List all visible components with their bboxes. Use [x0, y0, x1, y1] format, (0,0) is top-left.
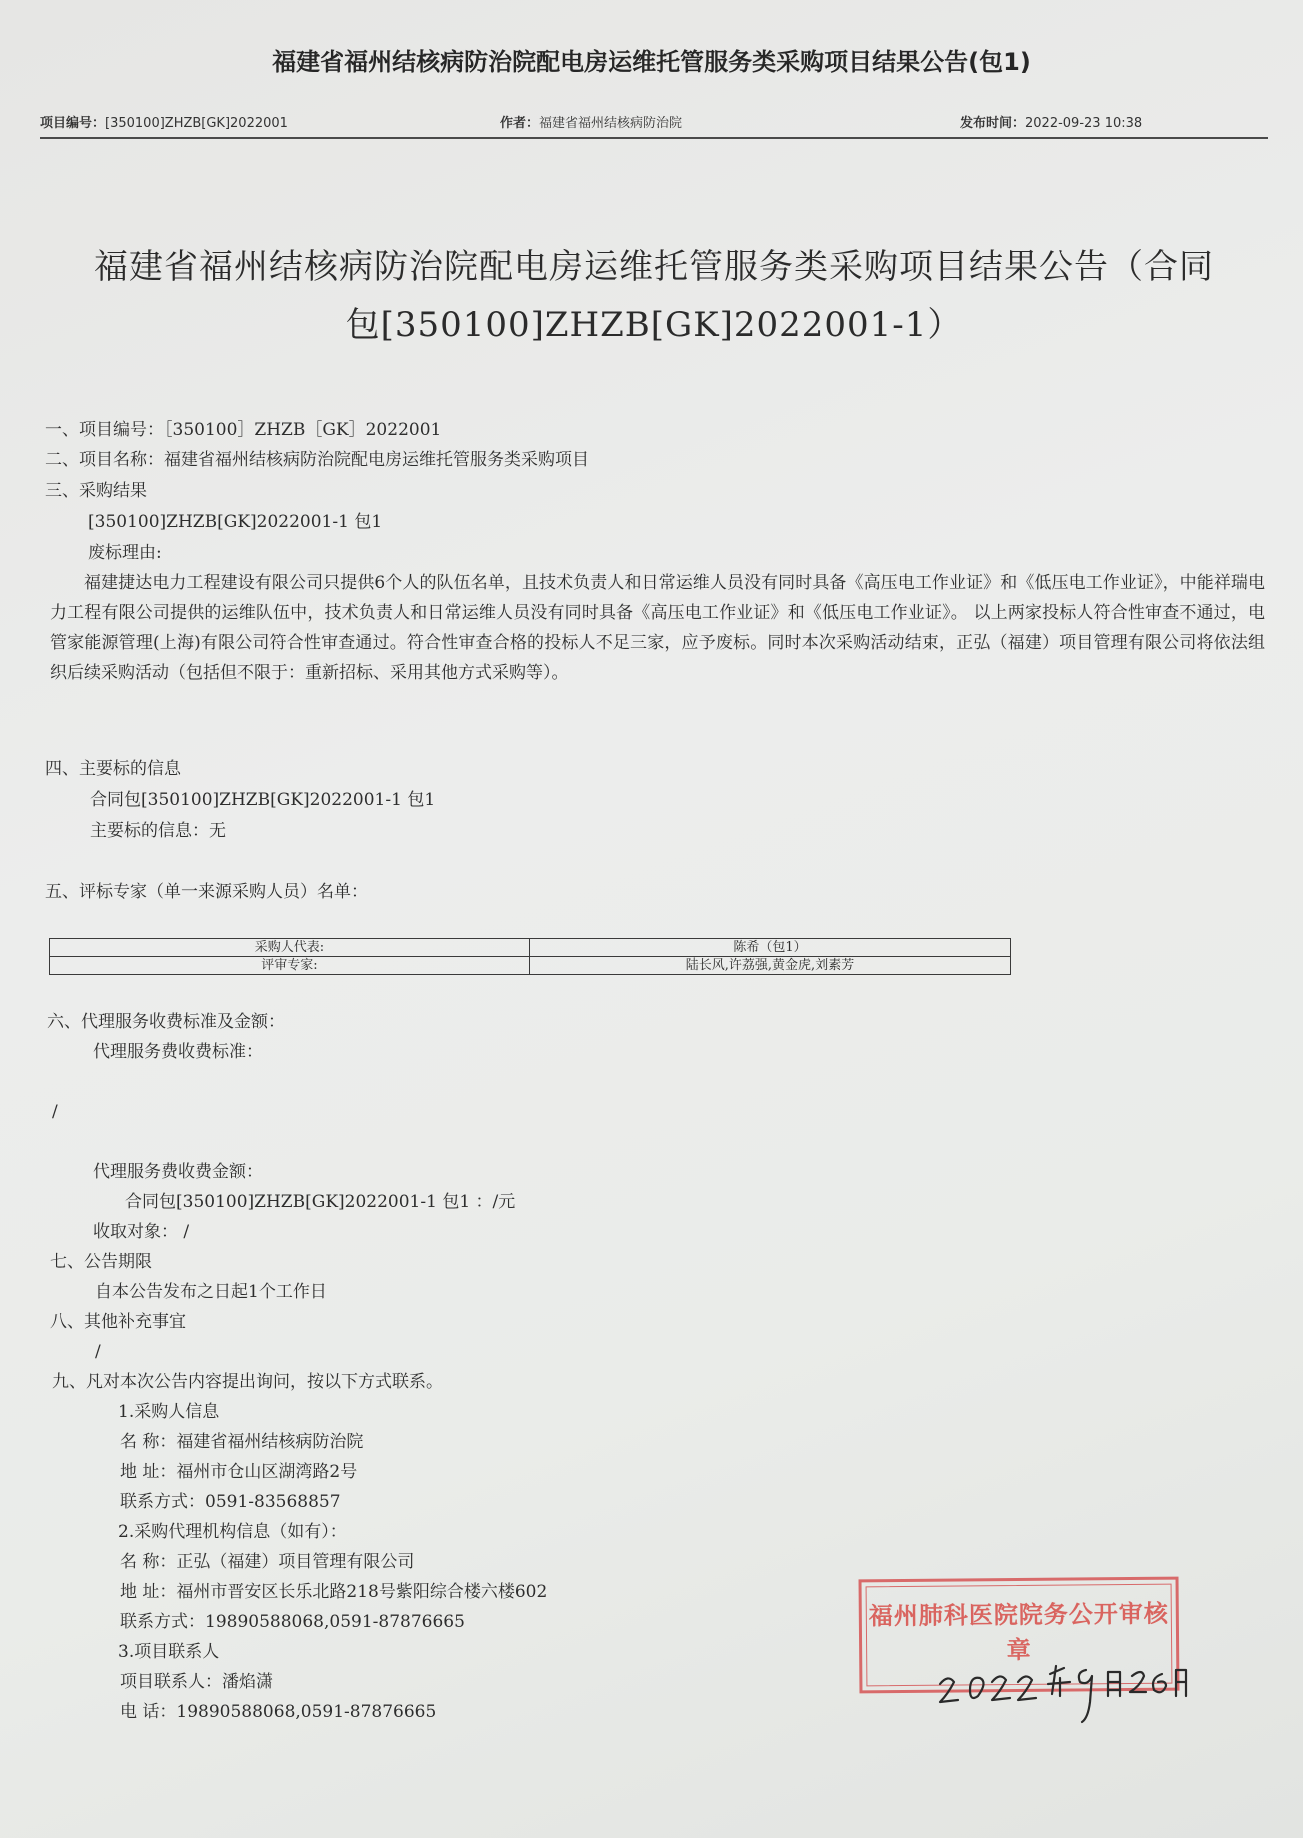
contact-person: 项目联系人：潘焰潇 — [120, 1672, 273, 1692]
section-8-text: / — [95, 1342, 101, 1362]
publish-time-label: 发布时间： — [960, 116, 1026, 131]
section-7-text: 自本公告发布之日起1个工作日 — [95, 1282, 327, 1302]
project-number — [40, 112, 288, 131]
stamp-text: 福州肺科医院院务公开审核章 — [868, 1599, 1169, 1665]
header-divider — [40, 137, 1268, 139]
contact-title: 3.项目联系人 — [118, 1642, 220, 1662]
section-8: 八、其他补充事宜 — [50, 1312, 186, 1332]
project-number-label: 项目编号： — [40, 116, 106, 131]
author-value: 福建省福州结核病防治院 — [539, 116, 683, 131]
section-5: 五、评标专家（单一来源采购人员）名单： — [45, 882, 368, 902]
purchaser-title: 1.采购人信息 — [118, 1402, 220, 1422]
header-title: 福建省福州结核病防治院配电房运维托管服务类采购项目结果公告(包1) — [272, 48, 1031, 76]
agency-address: 地 址：福州市晋安区长乐北路218号紫阳综合楼六楼602 — [120, 1582, 548, 1602]
section-2: 二、项目名称：福建省福州结核病防治院配电房运维托管服务类采购项目 — [45, 450, 589, 470]
section-3-package: [350100]ZHZB[GK]2022001-1 包1 — [88, 512, 383, 532]
purchaser-address: 地 址：福州市仓山区湖湾路2号 — [120, 1462, 358, 1482]
section-3-reason: 福建捷达电力工程建设有限公司只提供6个人的队伍名单，且技术负责人和日常运维人员没有同时具备《高压电工作业证》和《低压电工作业证》，中能祥瑞电力工程有限公司提供的运维队伍中，技术负责人和日常运维人员没有同时具备《高压电工作业证》和《低压电工作业证》。 以上两家投标人符合性审查不通过，电管家能源管理(上海)有限公司符合性审查通过。符合性审查合格的投标人不足三家，应予废标。同时本次采购活动结束，正弘（福建）项目管理有限公司将依法组织后续采购活动（包括但不限于：重新招标、采用其他方式采购等）。 — [50, 573, 1265, 683]
section-6-amount-label: 代理服务费收费金额： — [93, 1162, 263, 1182]
table-row — [50, 957, 1011, 975]
section-4: 四、主要标的信息 — [45, 759, 181, 779]
section-6-standard-value: / — [52, 1102, 58, 1122]
table-cell-label: 评审专家: — [50, 957, 530, 975]
experts-table — [49, 938, 1011, 975]
section-9: 九、凡对本次公告内容提出询问，按以下方式联系。 — [52, 1372, 443, 1392]
section-4-package: 合同包[350100]ZHZB[GK]2022001-1 包1 — [90, 790, 436, 810]
main-title — [40, 238, 1268, 354]
author-label: 作者： — [500, 116, 540, 131]
handwritten-date — [900, 1648, 1200, 1728]
section-6: 六、代理服务收费标准及金额： — [47, 1012, 285, 1032]
table-cell-label: 采购人代表: — [50, 939, 530, 957]
table-row — [50, 939, 1011, 957]
section-6-standard-label: 代理服务费收费标准： — [93, 1042, 263, 1062]
publish-time — [960, 112, 1142, 131]
table-cell-value: 陈希（包1） — [530, 939, 1011, 957]
author — [500, 112, 682, 131]
section-3: 三、采购结果 — [45, 481, 147, 501]
agency-phone: 联系方式：19890588068,0591-87876665 — [120, 1612, 465, 1632]
section-4-info: 主要标的信息：无 — [90, 821, 226, 841]
project-number-value: [350100]ZHZB[GK]2022001 — [105, 116, 288, 131]
purchaser-name: 名 称：福建省福州结核病防治院 — [120, 1432, 364, 1452]
publish-time-value: 2022-09-23 10:38 — [1025, 116, 1143, 131]
section-6-target: 收取对象： / — [93, 1222, 190, 1242]
main-title-line-2: 包[350100]ZHZB[GK]2022001-1） — [345, 305, 963, 345]
agency-name: 名 称：正弘（福建）项目管理有限公司 — [120, 1552, 415, 1572]
agency-title: 2.采购代理机构信息（如有）： — [118, 1522, 347, 1542]
section-7: 七、公告期限 — [50, 1252, 152, 1272]
table-cell-value: 陆长风,许荔强,黄金虎,刘素芳 — [530, 957, 1011, 975]
contact-phone: 电 话：19890588068,0591-87876665 — [120, 1702, 437, 1722]
purchaser-phone: 联系方式：0591-83568857 — [120, 1492, 341, 1512]
main-title-line-1: 福建省福州结核病防治院配电房运维托管服务类采购项目结果公告（合同 — [94, 247, 1214, 287]
section-6-amount: 合同包[350100]ZHZB[GK]2022001-1 包1 ：/元 — [125, 1192, 516, 1212]
section-3-reason-label: 废标理由: — [88, 543, 162, 563]
section-1: 一、项目编号：［350100］ZHZB［GK］2022001 — [45, 420, 442, 440]
